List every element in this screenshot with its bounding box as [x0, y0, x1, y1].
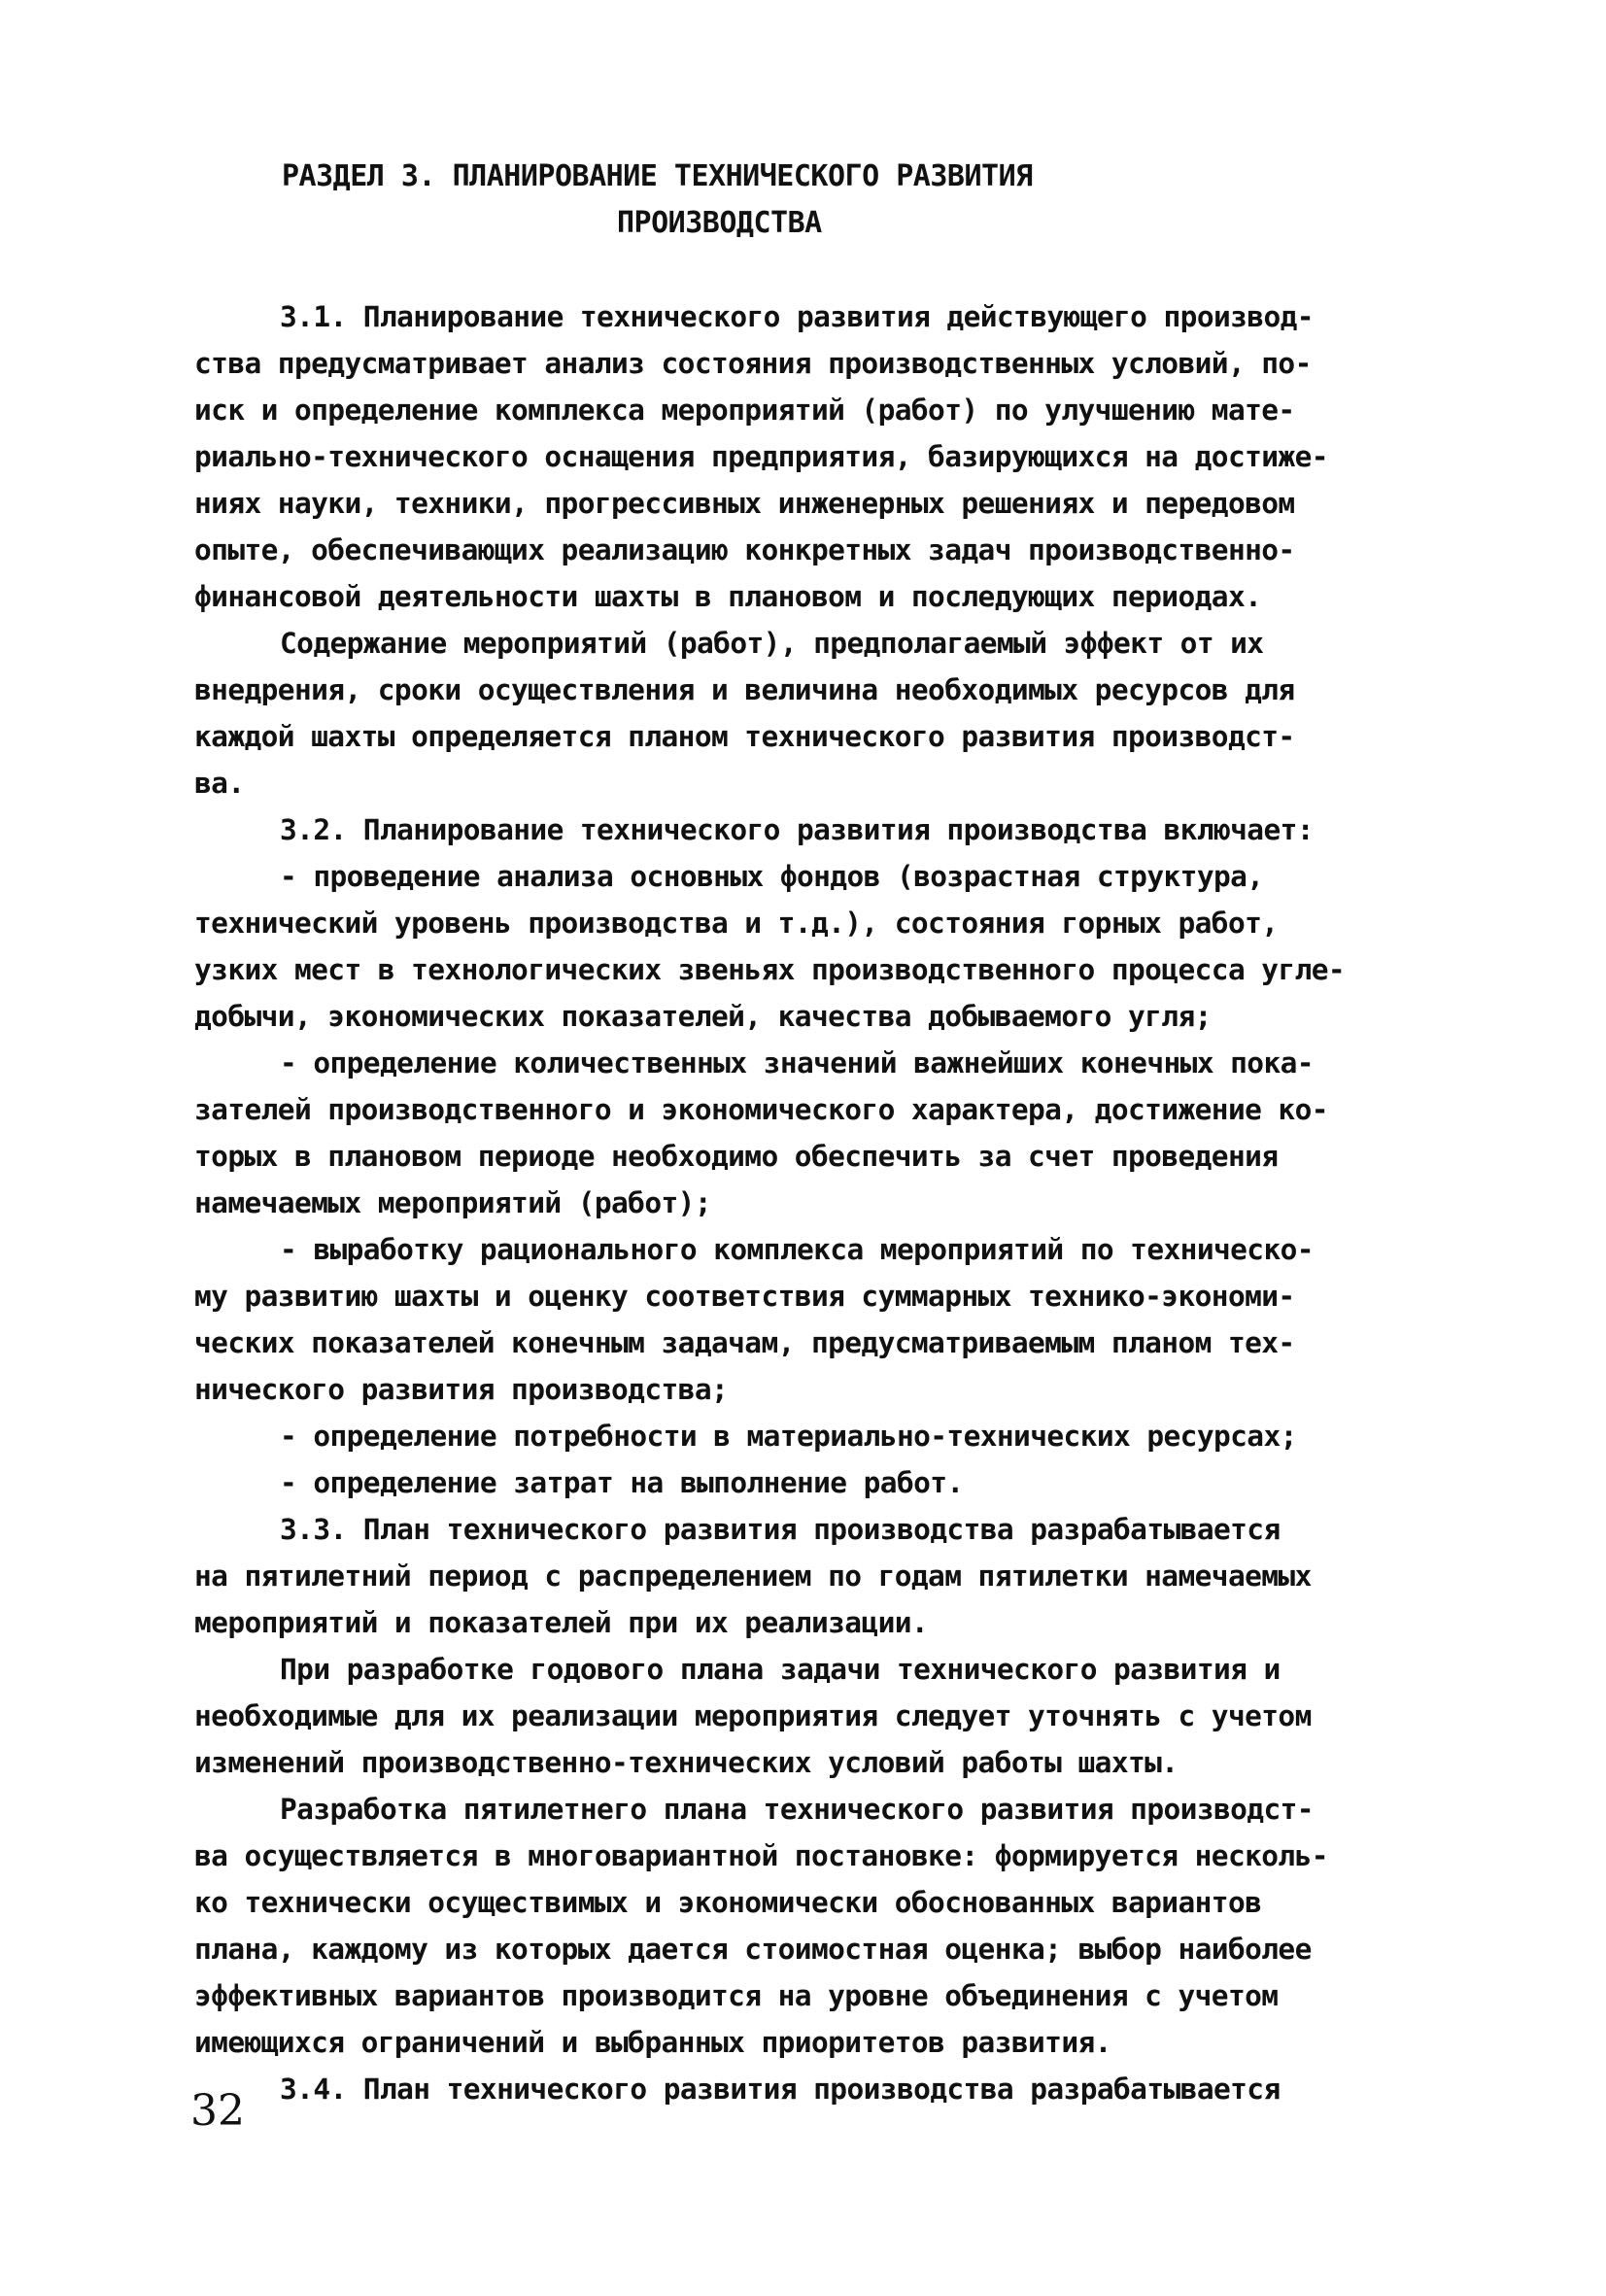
text-line: имеющихся ограничений и выбранных приоритетов развития. [194, 2026, 1111, 2059]
text-line: Содержание мероприятий (работ), предполагаемый эффект от их [280, 627, 1264, 660]
text-line: эффективных вариантов производится на уровне объединения с учетом [194, 1979, 1279, 2012]
text-line: - определение количественных значений важнейших конечных пока- [280, 1046, 1314, 1079]
text-line: нического развития производства; [194, 1373, 729, 1406]
text-line: изменений производственно-технических условий работы шахты. [194, 1746, 1179, 1779]
text-line: ко технически осуществимых и экономически обоснованных вариантов [194, 1886, 1262, 1919]
text-line: - определение потребности в материально-технических ресурсах; [280, 1420, 1297, 1453]
text-line: торых в плановом периоде необходимо обеспечить за счет проведения [194, 1140, 1279, 1173]
text-line: Разработка пятилетнего плана технического развития производст- [280, 1793, 1314, 1826]
text-line: ства предусматривает анализ состояния производственных условий, по- [194, 347, 1312, 380]
text-line: ва осуществляется в многовариантной постановке: формируется несколь- [194, 1839, 1328, 1872]
text-line: ческих показателей конечным задачам, предусматриваемым планом тех- [194, 1326, 1295, 1359]
text-line: опыте, обеспечивающих реализацию конкретных задач производственно- [194, 533, 1295, 566]
text-line: 3.1. Планирование технического развития действующего производ- [280, 300, 1314, 333]
text-line: добычи, экономических показателей, качества добываемого угля; [194, 1000, 1212, 1033]
text-line: 3.2. Планирование технического развития производства включает: [280, 813, 1314, 846]
text-line: узких мест в технологических звеньях производственного процесса угле- [194, 953, 1346, 986]
text-line: внедрения, сроки осуществления и величина необходимых ресурсов для [194, 673, 1295, 706]
text-line: необходимые для их реализации мероприятия следует уточнять с учетом [194, 1699, 1312, 1732]
text-line: технический уровень производства и т.д.), состояния горных работ, [194, 907, 1279, 940]
text-line: При разработке годового плана задачи технического развития и [280, 1653, 1281, 1686]
text-line: каждой шахты определяется планом технического развития производст- [194, 720, 1295, 753]
page-number: 32 [190, 2086, 245, 2136]
text-line: - определение затрат на выполнение работ. [280, 1466, 964, 1499]
body-text [194, 293, 1486, 2112]
text-line: - проведение анализа основных фондов (возрастная структура, [280, 860, 1264, 893]
section-heading-line: РАЗДЕЛ 3. ПЛАНИРОВАНИЕ ТЕХНИЧЕСКОГО РАЗВИТИЯ [282, 159, 1033, 193]
text-line: плана, каждому из которых дается стоимостная оценка; выбор наиболее [194, 1933, 1312, 1966]
text-line: мероприятий и показателей при их реализации. [194, 1606, 929, 1639]
text-line: иск и определение комплекса мероприятий (работ) по улучшению мате- [194, 394, 1295, 427]
text-line: 3.4. План технического развития производства разрабатывается [280, 2073, 1281, 2106]
section-heading-line: ПРОИЗВОДСТВА [617, 206, 822, 240]
section-heading [282, 154, 1253, 247]
text-line: финансовой деятельности шахты в плановом и последующих периодах. [194, 580, 1262, 613]
text-line: на пятилетний период с распределением по годам пятилетки намечаемых [194, 1559, 1312, 1593]
text-line: му развитию шахты и оценку соответствия суммарных технико-экономи- [194, 1280, 1295, 1313]
text-line: ва. [194, 767, 245, 800]
text-line: - выработку рационального комплекса мероприятий по техническо- [280, 1233, 1314, 1266]
text-line: намечаемых мероприятий (работ); [194, 1186, 711, 1219]
text-line: 3.3. План технического развития производства разрабатывается [280, 1513, 1281, 1546]
text-line: зателей производственного и экономического характера, достижение ко- [194, 1093, 1328, 1126]
text-line: ниях науки, техники, прогрессивных инженерных решениях и передовом [194, 487, 1295, 520]
text-line: риально-технического оснащения предприятия, базирующихся на достиже- [194, 440, 1328, 473]
